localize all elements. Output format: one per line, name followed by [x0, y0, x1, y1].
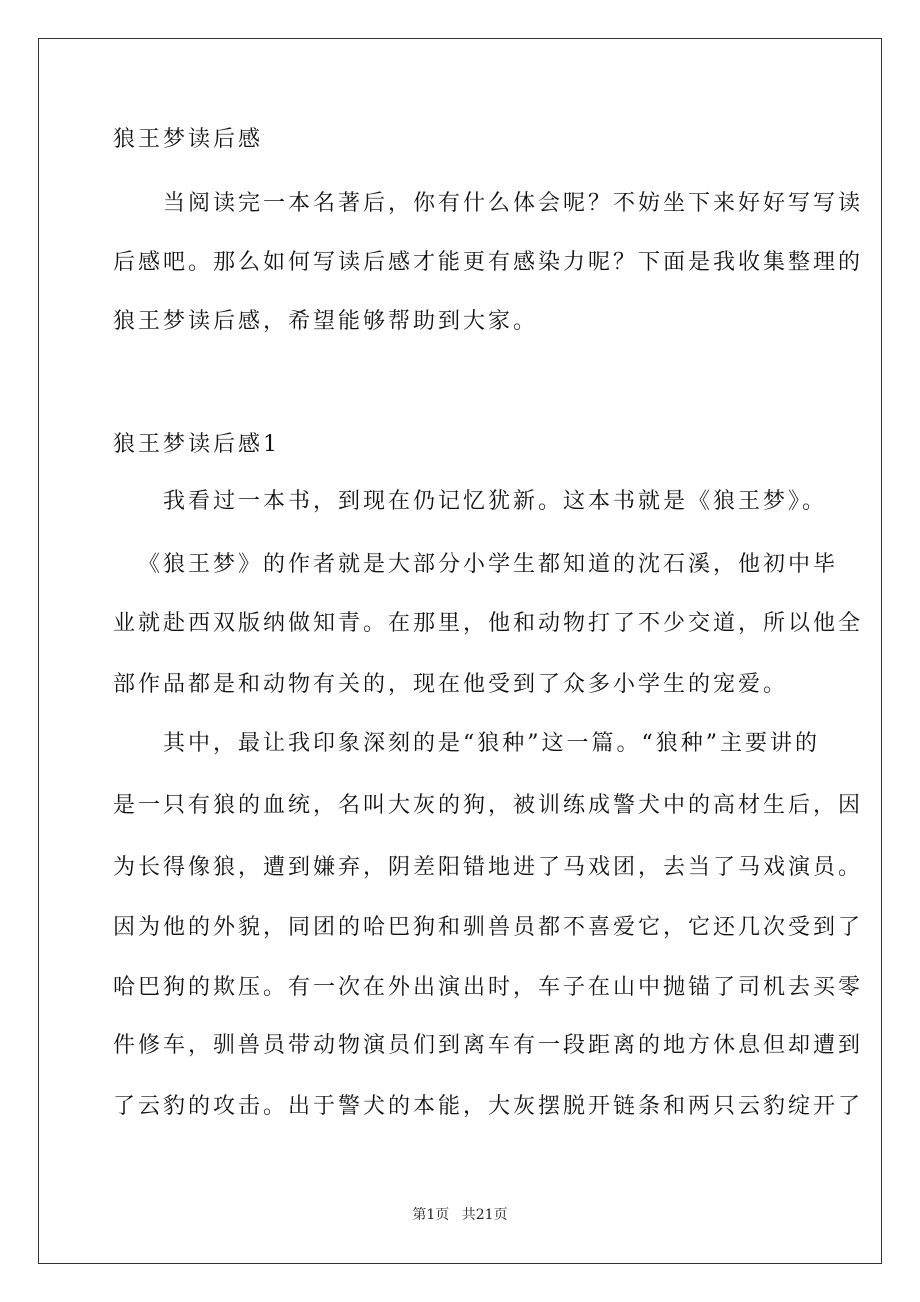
intro-line: 当阅读完一本名著后，你有什么体会呢？不妨坐下来好好写写读	[163, 191, 864, 216]
paragraph-line: 业就赴西双版纳做知青。在那里，他和动物打了不少交道，所以他全	[113, 611, 864, 636]
paragraph-line: 哈巴狗的欺压。有一次在外出演出时，车子在山中抛锚了司机去买零	[113, 975, 864, 1000]
page-total: 共21页	[461, 1207, 508, 1223]
paragraph-line: 了云豹的攻击。出于警犬的本能，大灰摆脱开链条和两只云豹绽开了	[113, 1094, 864, 1119]
paragraph-line: 部作品都是和动物有关的，现在他受到了众多小学生的宠爱。	[113, 672, 789, 697]
section-heading: 狼王梦读后感1	[113, 432, 280, 457]
paragraph-line: 是一只有狼的血统，名叫大灰的狗，被训练成警犬中的高材生后，因	[113, 793, 864, 818]
document-title: 狼王梦读后感	[113, 127, 264, 152]
paragraph-line: 其中，最让我印象深刻的是“狼种”这一篇。“狼种”主要讲的	[163, 731, 820, 756]
paragraph-line: 为长得像狼，遭到嫌弃，阴差阳错地进了马戏团，去当了马戏演员。	[113, 855, 864, 880]
intro-line: 后感吧。那么如何写读后感才能更有感染力呢？下面是我收集整理的	[113, 250, 864, 275]
paragraph-line: 《狼王梦》的作者就是大部分小学生都知道的沈石溪，他初中毕	[138, 552, 839, 577]
paragraph-line: 我看过一本书，到现在仍记忆犹新。这本书就是《狼王梦》。	[163, 489, 828, 514]
page-footer	[0, 1206, 920, 1224]
intro-line: 狼王梦读后感，希望能够帮助到大家。	[113, 309, 539, 334]
paragraph-line: 件修车，驯兽员带动物演员们到离车有一段距离的地方休息但却遭到	[113, 1033, 864, 1058]
page-number: 第1页	[412, 1207, 450, 1223]
page-border	[38, 38, 882, 1264]
paragraph-line: 因为他的外貌，同团的哈巴狗和驯兽员都不喜爱它，它还几次受到了	[113, 915, 864, 940]
